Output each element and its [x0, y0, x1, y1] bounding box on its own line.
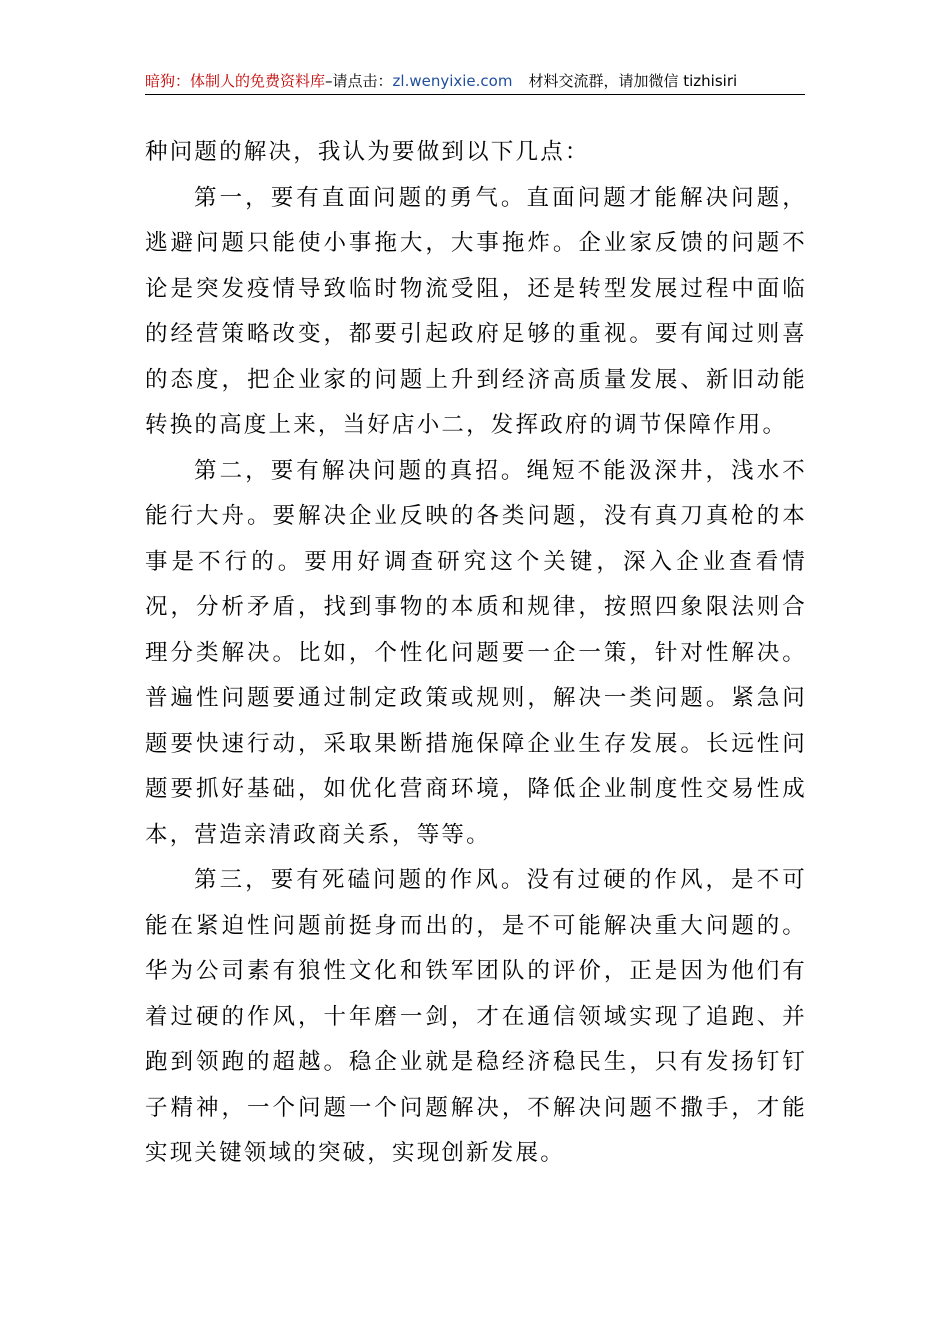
header-url-link[interactable]: zl.wenyixie.com [392, 72, 513, 90]
paragraph-intro: 种问题的解决，我认为要做到以下几点： [145, 139, 590, 165]
header-contact: 材料交流群，请加微信 tizhisiri [528, 72, 738, 90]
paragraph-third-point: 第三，要有死磕问题的作风。没有过硬的作风，是不可能在紧迫性问题前挺身而出的，是不可能解决重大问题的。华为公司素有狼性文化和铁军团队的评价，正是因为他们有着过硬的作风，十年磨一剑，才在通信领域实现了追跑、并跑到领跑的超越。稳企业就是稳经济稳民生，只有发扬钉钉子精神，一个问题一个问题解决，不解决问题不撒手，才能实现关键领域的突破，实现创新发展。 [145, 867, 807, 1166]
page-header [145, 70, 805, 95]
paragraph-first-point: 第一，要有直面问题的勇气。直面问题才能解决问题，逃避问题只能使小事拖大，大事拖炸。企业家反馈的问题不论是突发疫情导致临时物流受阻，还是转型发展过程中面临的经营策略改变，都要引起政府足够的重视。要有闻过则喜的态度，把企业家的问题上升到经济高质量发展、新旧动能转换的高度上来，当好店小二，发挥政府的调节保障作用。 [145, 184, 807, 438]
paragraph-second-point: 第二，要有解决问题的真招。绳短不能汲深井，浅水不能行大舟。要解决企业反映的各类问题，没有真刀真枪的本事是不行的。要用好调查研究这个关键，深入企业查看情况，分析矛盾，找到事物的本质和规律，按照四象限法则合理分类解决。比如，个性化问题要一企一策，针对性解决。普遍性问题要通过制定政策或规则，解决一类问题。紧急问题要快速行动，采取果断措施保障企业生存发展。长远性问题要抓好基础，如优化营商环境，降低企业制度性交易性成本，营造亲清政商关系，等等。 [145, 457, 807, 848]
header-prompt: –请点击： [325, 72, 393, 90]
header-brand: 暗狗：体制人的免费资料库 [145, 72, 326, 90]
document-body [145, 130, 807, 1177]
